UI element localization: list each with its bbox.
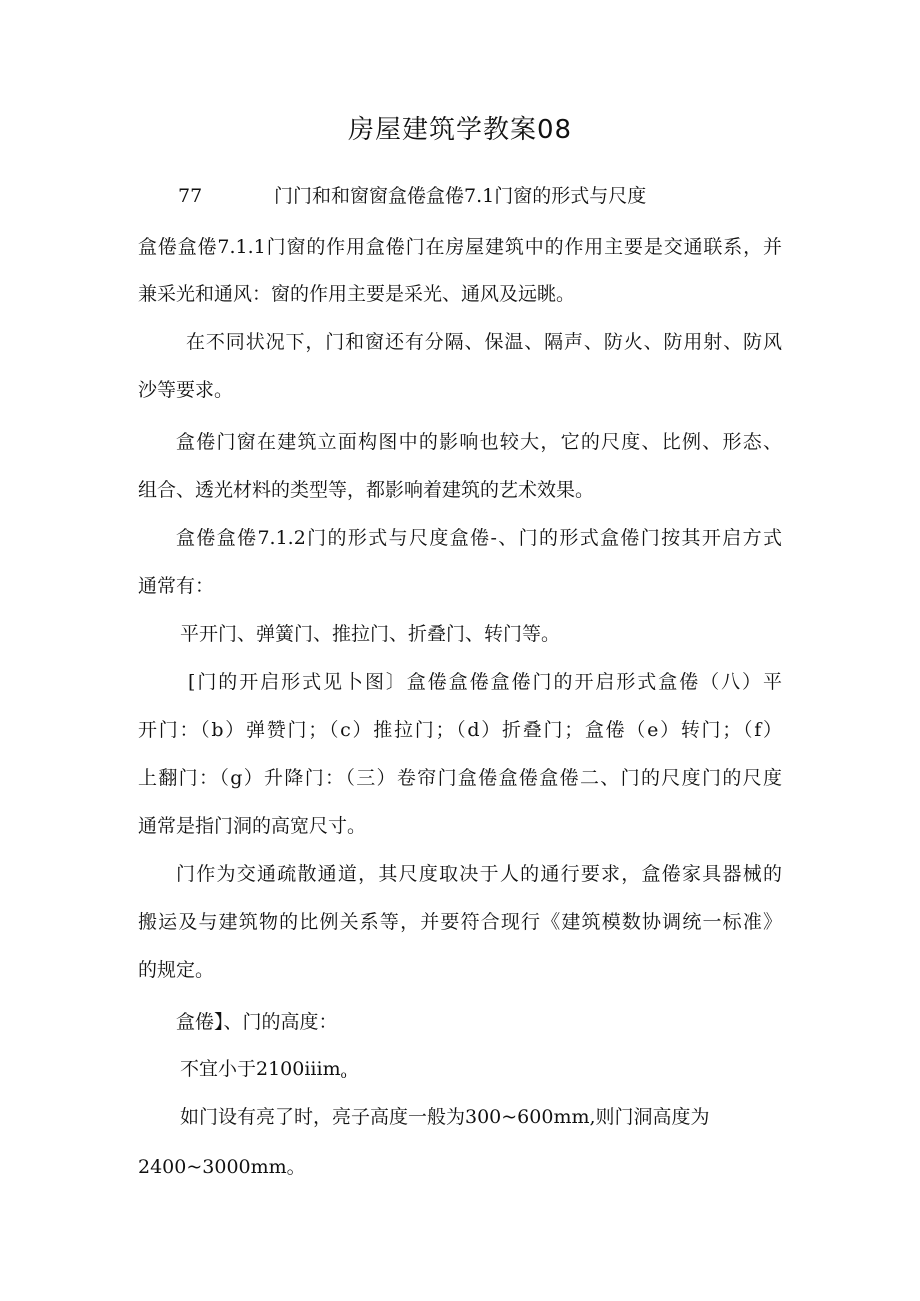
section-heading: 门门和和窗窗盒倦盒倦7.1门窗的形式与尺度 (274, 185, 647, 207)
min-height-text: 不宜小于2100iiim (180, 1058, 341, 1080)
paragraph-line: 开门：（b）弹赞门；（c）推拉门；（d）折叠门；盒倦（e）转门；（f） (138, 719, 782, 741)
paragraph-line: 盒倦门窗在建筑立面构图中的影响也较大，它的尺度、比例、形态、 (176, 431, 782, 453)
paragraph-line: 通常是指门洞的高宽尺寸。 (138, 815, 367, 837)
paragraph-line: 2400~3000mm。 (138, 1156, 306, 1178)
paragraph-line: 搬运及与建筑物的比例关系等，并要符合现行《建筑模数协调统一标准》 (138, 911, 782, 933)
paragraph-line (180, 1057, 347, 1088)
paragraph-line: [门的开启形式见卜图〕盒倦盒倦盒倦门的开启形式盒倦（八）平 (188, 671, 782, 693)
paragraph-line: 门作为交通疏散通道，其尺度取决于人的通行要求，盒倦家具器械的 (176, 863, 782, 885)
paragraph-line: 的规定。 (138, 959, 215, 981)
subscript-mark: o (340, 1070, 347, 1081)
document-title: 房屋建筑学教案08 (347, 115, 573, 145)
paragraph-line: 兼采光和通风：窗的作用主要是采光、通风及远眺。 (138, 283, 576, 305)
paragraph-line: 组合、透光材料的类型等，都影响着建筑的艺术效果。 (138, 479, 595, 501)
paragraph-line: 平开门、弹簧门、推拉门、折叠门、转门等。 (180, 623, 561, 645)
paragraph-line: 上翻门：（g）升降门：（三）卷帘门盒倦盒倦盒倦二、门的尺度门的尺度 (138, 767, 782, 789)
paragraph-line: 沙等要求。 (138, 379, 234, 401)
paragraph-line: 盒倦盒倦7.1.1门窗的作用盒倦门在房屋建筑中的作用主要是交通联系，并 (138, 236, 782, 258)
paragraph-line: 通常有： (138, 575, 215, 597)
paragraph-line: 如门设有亮了时，亮子高度一般为300~600mm,则门洞高度为 (180, 1106, 710, 1128)
paragraph-line: 盒倦盒倦7.1.2门的形式与尺度盒倦-、门的形式盒倦门按其开启方式 (176, 527, 782, 549)
section-number: 77 (178, 185, 203, 207)
paragraph-line: 盒倦】、门的高度： (176, 1011, 338, 1033)
paragraph-line: 在不同状况下，门和窗还有分隔、保温、隔声、防火、防用射、防风 (186, 331, 782, 353)
